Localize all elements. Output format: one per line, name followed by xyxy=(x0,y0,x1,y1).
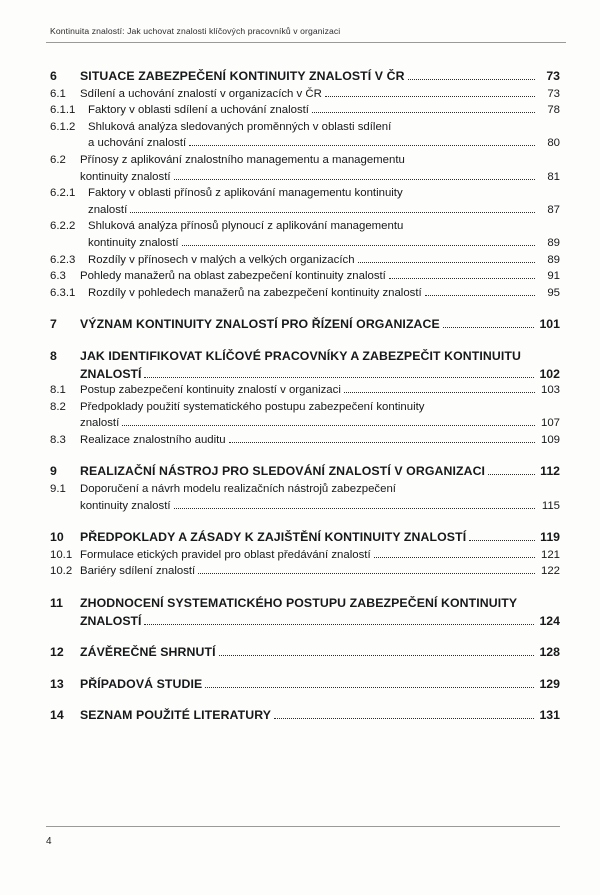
toc-entry-page: 91 xyxy=(547,270,560,283)
toc-entry-page: 121 xyxy=(540,548,560,561)
toc-entry-number: 9.1 xyxy=(50,483,66,496)
toc-entry-page: 80 xyxy=(547,137,560,150)
toc-entry-number: 6.3 xyxy=(50,270,66,283)
toc-entry-title: Rozdíly v pohledech manažerů na zabezpečení kontinuity znalostí xyxy=(88,286,422,299)
toc-entry-number-spacer xyxy=(50,170,80,186)
toc-entry-title: Postup zabezpečení kontinuity znalostí v organizaci xyxy=(80,384,341,397)
toc-entry-title: Bariéry sdílení znalostí xyxy=(80,565,196,578)
toc-entry-continuation[interactable] xyxy=(50,614,560,630)
toc-entry-page: 109 xyxy=(540,433,560,446)
toc-entry-number: 6.2 xyxy=(50,153,66,166)
toc-leader-dots xyxy=(358,262,535,263)
toc-entry-title: JAK IDENTIFIKOVAT KLÍČOVÉ PRACOVNÍKY A ZABEZPEČIT KONTINUITU xyxy=(80,348,521,363)
toc-leader-dots xyxy=(174,508,535,509)
toc-entry-title: Faktory v oblasti sdílení a uchování znalostí xyxy=(88,104,309,117)
toc-entry-number: 10.2 xyxy=(50,565,73,578)
toc-entry[interactable] xyxy=(50,186,560,202)
toc-entry-number: 10 xyxy=(50,530,64,545)
toc-entry[interactable] xyxy=(50,253,560,269)
toc-leader-dots xyxy=(205,687,534,688)
toc-entry[interactable] xyxy=(50,219,560,235)
toc-entry-title-continued: kontinuity znalostí xyxy=(80,499,171,512)
toc-entry-title: PŘÍPADOVÁ STUDIE xyxy=(80,676,203,691)
toc-entry-number: 12 xyxy=(50,645,64,660)
toc-entry[interactable] xyxy=(50,400,560,416)
toc-entry[interactable] xyxy=(50,349,560,365)
toc-entry-title: SEZNAM POUŽITÉ LITERATURY xyxy=(80,708,272,723)
toc-leader-dots xyxy=(182,245,535,246)
toc-entry[interactable] xyxy=(50,464,560,480)
toc-entry-number-spacer xyxy=(50,236,88,252)
toc-entry-title: Faktory v oblasti přínosů z aplikování managementu kontinuity xyxy=(88,187,403,200)
toc-leader-dots xyxy=(443,327,535,328)
toc-entry-continuation[interactable] xyxy=(50,416,560,432)
toc-entry-page: 73 xyxy=(546,69,560,83)
toc-leader-dots xyxy=(374,557,535,558)
toc-entry-page: 102 xyxy=(539,366,560,381)
toc-entry[interactable] xyxy=(50,383,560,399)
toc-entry[interactable] xyxy=(50,269,560,285)
toc-entry-title-continued: znalostí xyxy=(80,417,120,430)
toc-entry-page: 81 xyxy=(547,170,560,183)
toc-entry-continuation[interactable] xyxy=(50,367,560,383)
toc-entry-number: 8.3 xyxy=(50,433,66,446)
toc-entry[interactable] xyxy=(50,87,560,103)
page-number: 4 xyxy=(46,836,52,847)
toc-leader-dots xyxy=(174,179,535,180)
toc-entry-continuation[interactable] xyxy=(50,170,560,186)
toc-entry-title: Shluková analýza přínosů plynoucí z aplikování managementu xyxy=(88,220,404,233)
toc-entry-title: Doporučení a návrh modelu realizačních nástrojů zabezpečení xyxy=(80,483,396,496)
toc-leader-dots xyxy=(488,474,535,475)
toc-entry[interactable] xyxy=(50,708,560,724)
toc-entry-number-spacer xyxy=(50,367,80,383)
toc-entry[interactable] xyxy=(50,69,560,85)
toc-leader-dots xyxy=(229,442,535,443)
toc-entry-title: Formulace etických pravidel pro oblast předávání znalostí xyxy=(80,548,371,561)
toc-entry-page: 128 xyxy=(539,645,560,660)
header-divider xyxy=(46,42,566,43)
toc-entry-number: 6.3.1 xyxy=(50,286,76,299)
toc-entry-page: 119 xyxy=(540,530,560,545)
toc-entry-page: 115 xyxy=(541,499,560,512)
toc-entry-number-spacer xyxy=(50,614,80,630)
toc-leader-dots xyxy=(130,212,535,213)
toc-entry-title: ZHODNOCENÍ SYSTEMATICKÉHO POSTUPU ZABEZPEČENÍ KONTINUITY xyxy=(80,596,518,611)
toc-entry[interactable] xyxy=(50,677,560,693)
running-head: Kontinuita znalostí: Jak uchovat znalosti klíčových pracovníků v organizaci xyxy=(50,26,341,36)
toc-entry[interactable] xyxy=(50,645,560,661)
toc-entry-number: 6.2.2 xyxy=(50,220,76,233)
toc-entry-number: 14 xyxy=(50,708,64,723)
toc-entry-number: 13 xyxy=(50,676,64,691)
toc-entry-title: Předpoklady použití systematického postupu zabezpečení kontinuity xyxy=(80,400,425,413)
toc-entry-page: 101 xyxy=(539,317,560,332)
toc-entry-number: 7 xyxy=(50,317,57,332)
footer-divider xyxy=(46,826,560,827)
toc-leader-dots xyxy=(425,295,535,296)
toc-leader-dots xyxy=(274,718,534,719)
toc-leader-dots xyxy=(144,377,534,378)
toc-entry-title: Realizace znalostního auditu xyxy=(80,433,226,446)
toc-entry-page: 103 xyxy=(540,384,560,397)
toc-entry-page: 89 xyxy=(547,236,560,249)
toc-entry-continuation[interactable] xyxy=(50,499,560,515)
toc-leader-dots xyxy=(219,655,535,656)
toc-entry[interactable] xyxy=(50,286,560,302)
toc-entry-page: 129 xyxy=(539,676,560,691)
toc-leader-dots xyxy=(312,112,535,113)
toc-entry[interactable] xyxy=(50,120,560,136)
toc-entry-title-continued: ZNALOSTÍ xyxy=(80,613,142,628)
toc-entry[interactable] xyxy=(50,103,560,119)
toc-entry-number: 6.2.3 xyxy=(50,253,76,266)
toc-entry-continuation[interactable] xyxy=(50,236,560,252)
toc-entry[interactable] xyxy=(50,433,560,449)
toc-entry-page: 78 xyxy=(547,104,560,117)
toc-leader-dots xyxy=(325,96,535,97)
toc-entry-number-spacer xyxy=(50,203,88,219)
toc-entry-title-continued: a uchování znalostí xyxy=(88,137,187,150)
toc-entry-title: SITUACE ZABEZPEČENÍ KONTINUITY ZNALOSTÍ V ČR xyxy=(80,69,405,83)
toc-entry-title: REALIZAČNÍ NÁSTROJ PRO SLEDOVÁNÍ ZNALOSTÍ V ORGANIZACI xyxy=(80,464,486,479)
toc-entry[interactable] xyxy=(50,530,560,546)
toc-entry-title: PŘEDPOKLADY A ZÁSADY K ZAJIŠTĚNÍ KONTINUITY ZNALOSTÍ xyxy=(80,530,467,545)
toc-entry-page: 73 xyxy=(547,87,560,100)
toc-leader-dots xyxy=(198,573,535,574)
toc-entry-number: 6 xyxy=(50,69,57,83)
toc-entry-page: 107 xyxy=(540,417,560,430)
toc-entry-title-continued: ZNALOSTÍ xyxy=(80,366,142,381)
toc-entry-page: 124 xyxy=(539,613,560,628)
toc-entry-number: 9 xyxy=(50,464,57,479)
toc-entry[interactable] xyxy=(50,153,560,169)
toc-leader-dots xyxy=(389,278,535,279)
toc-entry-number-spacer xyxy=(50,136,88,152)
toc-entry[interactable] xyxy=(50,548,560,564)
toc-entry-continuation[interactable] xyxy=(50,136,560,152)
toc-entry-page: 95 xyxy=(547,286,560,299)
toc-entry[interactable] xyxy=(50,596,560,612)
toc-entry-title: Pohledy manažerů na oblast zabezpečení kontinuity znalostí xyxy=(80,270,386,283)
toc-entry-title: Rozdíly v přínosech v malých a velkých organizacích xyxy=(88,253,355,266)
toc-entry-page: 131 xyxy=(539,708,560,723)
toc-entry[interactable] xyxy=(50,564,560,580)
toc-entry-number: 10.1 xyxy=(50,548,73,561)
toc-leader-dots xyxy=(122,425,535,426)
toc-entry-number-spacer xyxy=(50,416,80,432)
toc-entry-number-spacer xyxy=(50,499,80,515)
toc-entry-number: 8 xyxy=(50,348,57,363)
toc-entry-title-continued: kontinuity znalostí xyxy=(88,236,179,249)
toc-entry-number: 6.1 xyxy=(50,87,66,100)
toc-entry-page: 122 xyxy=(540,565,560,578)
toc-entry-title: Shluková analýza sledovaných proměnných v oblasti sdílení xyxy=(88,120,392,133)
toc-leader-dots xyxy=(144,624,534,625)
toc-entry-title: Přínosy z aplikování znalostního managementu a managementu xyxy=(80,153,405,166)
toc-entry-number: 8.2 xyxy=(50,400,66,413)
toc-entry-number: 6.1.2 xyxy=(50,120,76,133)
toc-entry-title-continued: znalostí xyxy=(88,203,128,216)
toc-leader-dots xyxy=(344,392,535,393)
toc-entry-title-continued: kontinuity znalostí xyxy=(80,170,171,183)
toc-entry-number: 6.2.1 xyxy=(50,187,76,200)
toc-entry-title: ZÁVĚREČNÉ SHRNUTÍ xyxy=(80,645,216,660)
toc-entry-number: 11 xyxy=(50,596,63,611)
toc-entry[interactable] xyxy=(50,482,560,498)
toc-entry-title: VÝZNAM KONTINUITY ZNALOSTÍ PRO ŘÍZENÍ ORGANIZACE xyxy=(80,317,440,332)
toc-leader-dots xyxy=(408,79,535,80)
toc-entry-title: Sdílení a uchování znalostí v organizacích v ČR xyxy=(80,87,322,100)
table-of-contents xyxy=(44,69,566,724)
toc-entry-page: 87 xyxy=(547,203,560,216)
toc-entry-number: 8.1 xyxy=(50,384,66,397)
toc-entry-continuation[interactable] xyxy=(50,203,560,219)
toc-leader-dots xyxy=(469,540,535,541)
toc-leader-dots xyxy=(189,145,535,146)
toc-entry-page: 89 xyxy=(547,253,560,266)
toc-entry-page: 112 xyxy=(540,464,560,479)
toc-entry-number: 6.1.1 xyxy=(50,104,76,117)
toc-entry[interactable] xyxy=(50,317,560,333)
